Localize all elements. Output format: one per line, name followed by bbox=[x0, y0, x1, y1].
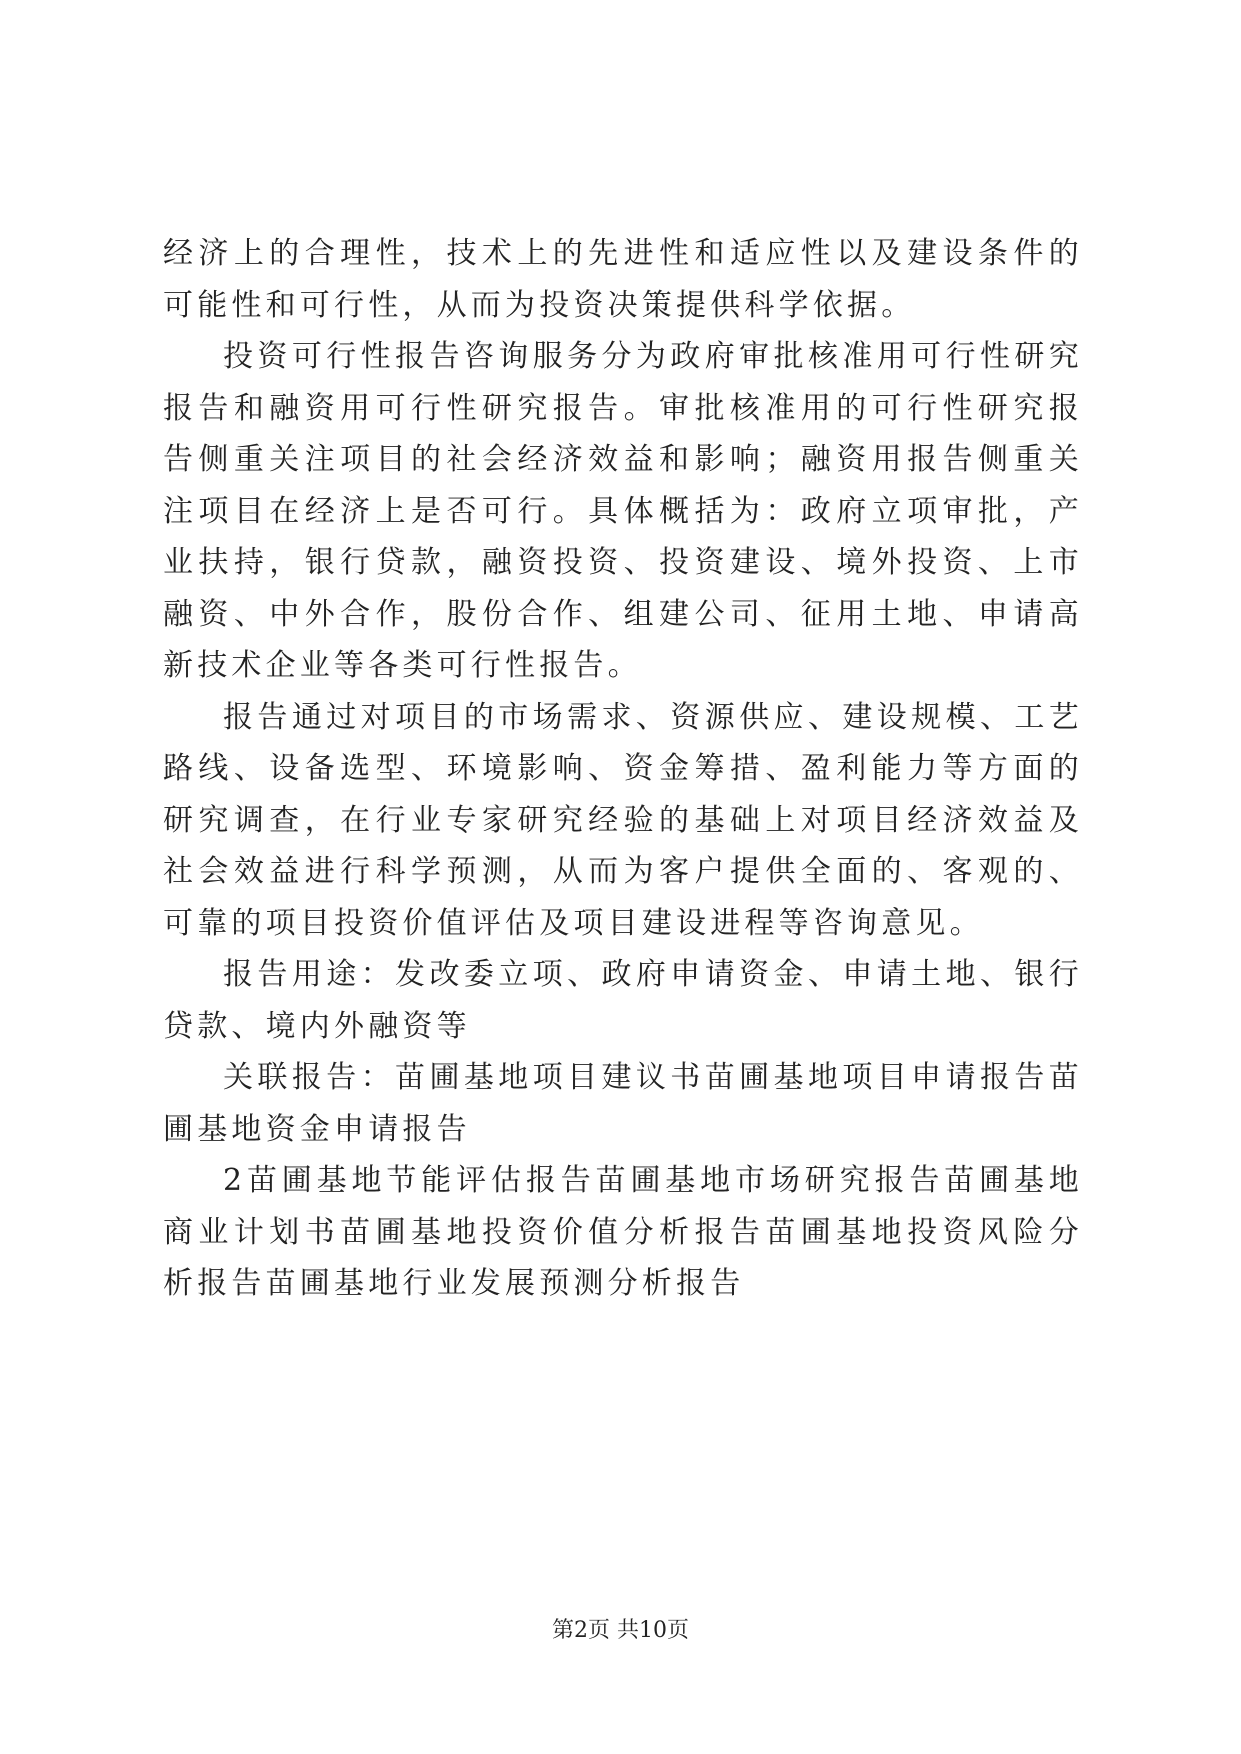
paragraph-report-scope: 报告通过对项目的市场需求、资源供应、建设规模、工艺路线、设备选型、环境影响、资金筹措、盈利能力等方面的研究调查，在行业专家研究经验的基础上对项目经济效益及社会效益进行科学预测，从而为客户提供全面的、客观的、可靠的项目投资价值评估及项目建设进程等咨询意见。 bbox=[163, 699, 1083, 941]
body-text bbox=[163, 228, 1083, 1310]
paragraph-related-reports-more: 2苗圃基地节能评估报告苗圃基地市场研究报告苗圃基地商业计划书苗圃基地投资价值分析报告苗圃基地投资风险分析报告苗圃基地行业发展预测分析报告 bbox=[163, 1163, 1083, 1301]
paragraph-continuation: 经济上的合理性，技术上的先进性和适应性以及建设条件的可能性和可行性，从而为投资决策提供科学依据。 bbox=[163, 236, 1083, 323]
page-number-footer: 第2页 共10页 bbox=[552, 1618, 689, 1643]
paragraph-related-reports: 关联报告：苗圃基地项目建议书苗圃基地项目申请报告苗圃基地资金申请报告 bbox=[163, 1060, 1083, 1147]
paragraph-service-types: 投资可行性报告咨询服务分为政府审批核准用可行性研究报告和融资用可行性研究报告。审批核准用的可行性研究报告侧重关注项目的社会经济效益和影响；融资用报告侧重关注项目在经济上是否可行。具体概括为：政府立项审批，产业扶持，银行贷款，融资投资、投资建设、境外投资、上市融资、中外合作，股份合作、组建公司、征用土地、申请高新技术企业等各类可行性报告。 bbox=[163, 339, 1083, 683]
paragraph-report-usage: 报告用途：发改委立项、政府申请资金、申请土地、银行贷款、境内外融资等 bbox=[163, 957, 1083, 1044]
